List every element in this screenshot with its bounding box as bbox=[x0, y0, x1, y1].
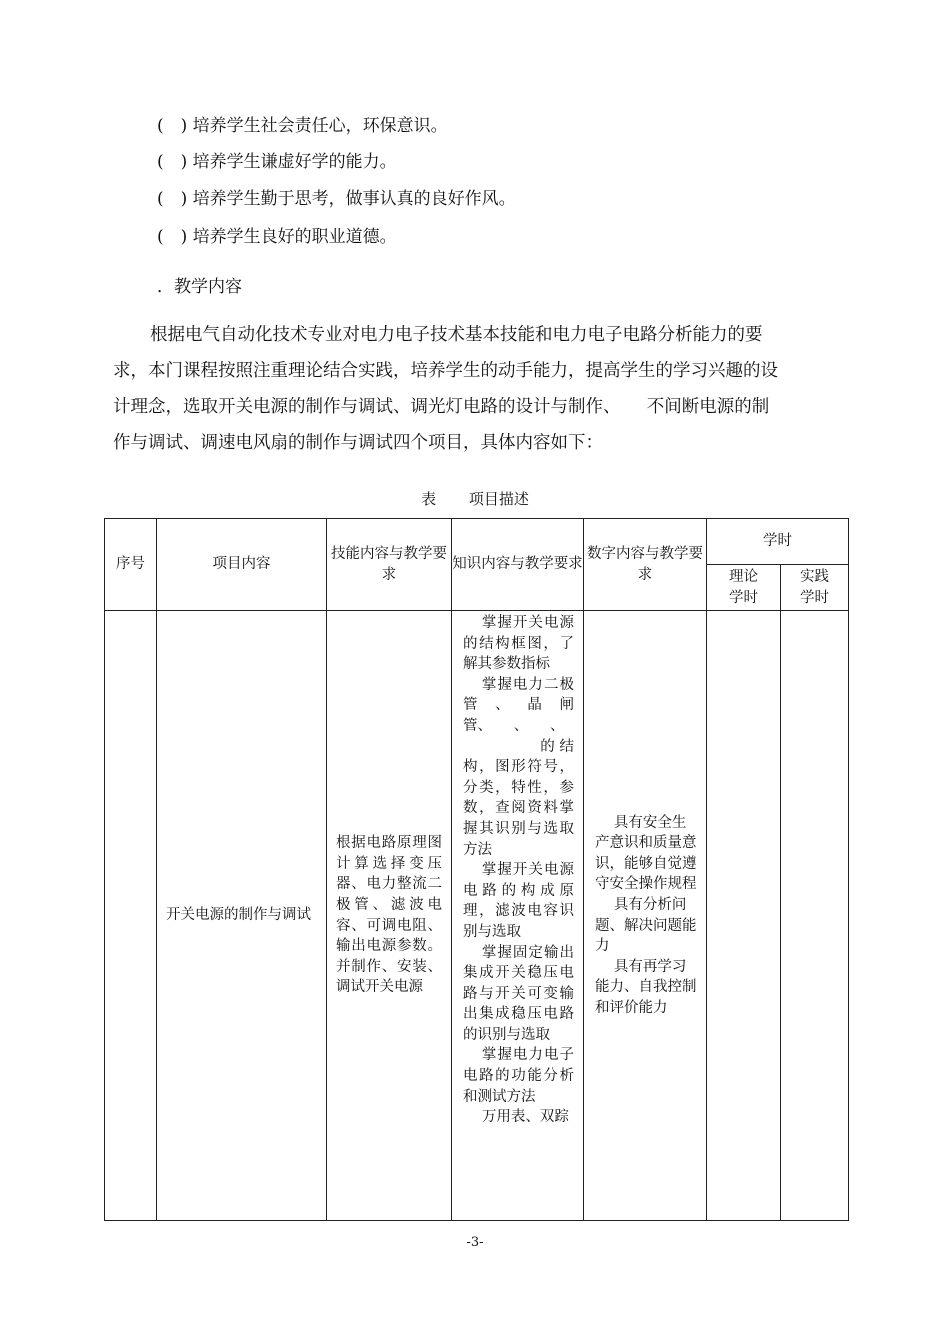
header-seq: 序号 bbox=[105, 519, 157, 611]
paragraph-line: 作与调试、调速电风扇的制作与调试四个项目，具体内容如下： bbox=[113, 433, 603, 453]
objective-item: ( ) 培养学生良好的职业道德。 bbox=[157, 227, 397, 247]
paragraph-line: 根据电气自动化技术专业对电力电子技术基本技能和电力电子电路分析能力的要 bbox=[150, 325, 763, 345]
digital-point: 具有安全生产意识和质量意识，能够自觉遵守安全操作规程 bbox=[595, 814, 697, 893]
knowledge-point: 掌握电力电子电路的功能分析和测试方法 bbox=[463, 1047, 574, 1105]
objective-item: ( ) 培养学生勤于思考，做事认真的良好作风。 bbox=[157, 189, 516, 209]
body-paragraph bbox=[113, 317, 843, 461]
knowledge-point: 掌握开关电源电路的构成原理，滤波电容识别与选取 bbox=[463, 862, 574, 940]
table-header-row bbox=[105, 519, 849, 565]
objective-item: ( ) 培养学生谦虚好学的能力。 bbox=[157, 152, 397, 172]
row-practice-hours bbox=[781, 611, 849, 1221]
header-skill: 技能内容与教学要求 bbox=[327, 519, 452, 611]
knowledge-point: 掌握电力二极管、晶闸管、 、 、 bbox=[463, 676, 574, 734]
page-number: -3- bbox=[466, 1235, 484, 1250]
row-skill: 根据电路原理图计算选择变压器、电力整流二极管、滤波电容、可调电阻、输出电源参数。并制作、安装、调试开关电源 bbox=[327, 611, 452, 1221]
paragraph-line: 计理念，选取开关电源的制作与调试、调光灯电路的设计与制作、 不间断电源的制 bbox=[113, 397, 770, 417]
objective-item: ( ) 培养学生社会责任心，环保意识。 bbox=[157, 116, 448, 136]
header-practice-hours: 实践学时 bbox=[781, 565, 849, 611]
header-knowledge: 知识内容与教学要求 bbox=[452, 519, 584, 611]
table-caption-title: 项目描述 bbox=[468, 490, 529, 508]
header-digital: 数字内容与教学要求 bbox=[584, 519, 707, 611]
header-theory-hours: 理论学时 bbox=[707, 565, 781, 611]
knowledge-point: 掌握开关电源的结构框图，了解其参数指标 bbox=[463, 615, 574, 673]
row-digital bbox=[584, 611, 707, 1221]
project-table bbox=[104, 518, 849, 1221]
paragraph-line: 求，本门课程按照注重理论结合实践，培养学生的动手能力，提高学生的学习兴趣的设 bbox=[113, 361, 778, 381]
knowledge-point: 万用表、双踪 bbox=[481, 1109, 569, 1126]
knowledge-point: 的结构，图形符号，分类，特性，参数，查阅资料掌握其识别与选取方法 bbox=[463, 738, 574, 858]
knowledge-point: 掌握固定输出集成开关稳压电路与开关可变输出集成稳压电路的识别与选取 bbox=[463, 944, 574, 1043]
digital-point: 具有分析问题、解决问题能力 bbox=[595, 896, 697, 955]
row-item: 开关电源的制作与调试 bbox=[157, 611, 327, 1221]
section-heading: ．教学内容 bbox=[157, 277, 242, 297]
table-row bbox=[105, 611, 849, 1221]
header-hours: 学时 bbox=[707, 519, 849, 565]
table-caption-prefix: 表 bbox=[421, 490, 437, 508]
row-seq bbox=[105, 611, 157, 1221]
row-knowledge bbox=[452, 611, 584, 1221]
table-caption bbox=[0, 488, 950, 509]
digital-point: 具有再学习能力、自我控制和评价能力 bbox=[595, 958, 697, 1016]
header-item: 项目内容 bbox=[157, 519, 327, 611]
row-theory-hours bbox=[707, 611, 781, 1221]
